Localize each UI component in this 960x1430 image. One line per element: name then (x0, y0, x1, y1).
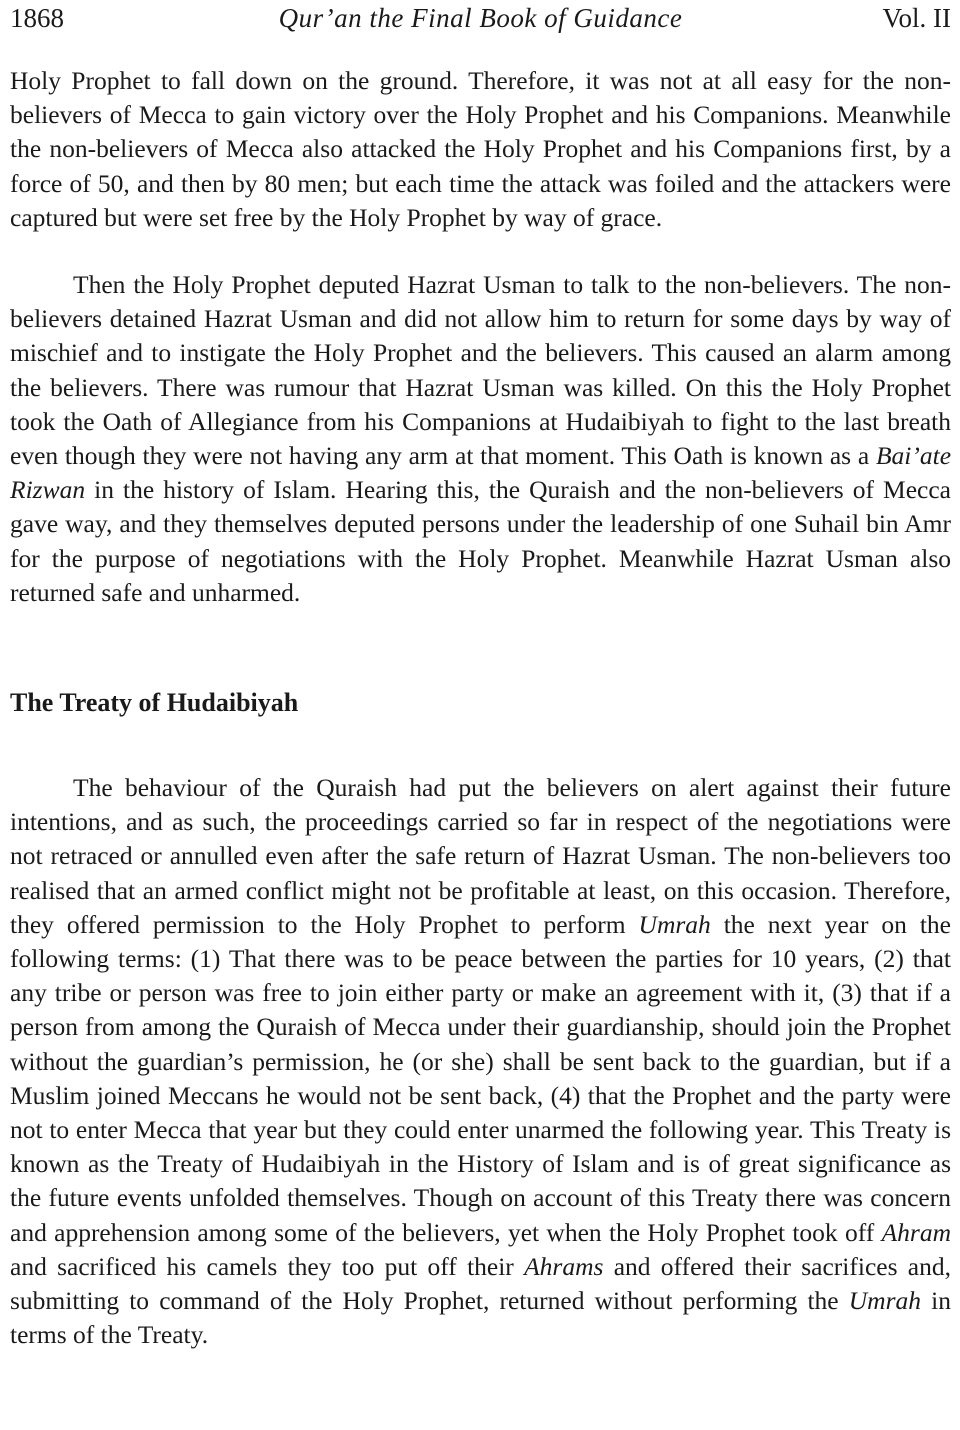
paragraph-3-text-2: the next year on the following terms: (1) That there was to be peace between the parties for 10 years, (2) that any tribe or person was free to join either party or make an agreement with it, (3) that if a person from among the Quraish of Mecca under their guardianship, should join the Prophet without the guardian’s permission, he (or she) shall be sent back to the guardian, but if a Muslim joined Meccans he would not be sent back, (4) that the Prophet and the party were not to enter Mecca that year but they could enter unarmed the following year. This Treaty is known as the Treaty of Hudaibiyah in the History of Islam and is of great significance as the future events unfolded themselves. Though on account of this Treaty there was concern and apprehension among some of the believers, yet when the Holy Prophet took off (10, 909, 951, 1247)
paragraph-3-text-4: and offered their sacrifices and, submitting to command of the Holy Prophet, returned without performing the (10, 1251, 951, 1316)
term-ahrams: Ahrams (524, 1251, 604, 1281)
volume-label: Vol. II (882, 3, 951, 33)
paragraph-3 (10, 771, 951, 1352)
book-page (10, 0, 952, 1350)
paragraph-2-text-1: Then the Holy Prophet deputed Hazrat Usman to talk to the non-believers. The non-believers detained Hazrat Usman and did not allow him to return for some days by way of mischief and to instigate the Holy Prophet and the believers. This caused an alarm among the believers. There was rumour that Hazrat Usman was killed. On this the Holy Prophet took the Oath of Allegiance from his Companions at Hudaibiyah to fight to the last breath even though they were not having any arm at that moment. This Oath is known as a (10, 270, 951, 471)
book-title: Qur’an the Final Book of Guidance (278, 3, 683, 33)
term-umrah: Umrah (638, 909, 711, 939)
paragraph-1: Holy Prophet to fall down on the ground. Therefore, it was not at all easy for the non-believers of Mecca to gain victory over the Holy Prophet and his Companions. Meanwhile the non-believers of Mecca also attacked the Holy Prophet and his Companions first, by a force of 50, and then by 80 men; but each time the attack was foiled and the attackers were captured but were set free by the Holy Prophet by way of grace. (10, 66, 951, 232)
page-number: 1868 (10, 3, 64, 33)
paragraph-2 (10, 268, 951, 610)
term-ahram: Ahram (881, 1217, 951, 1247)
section-heading: The Treaty of Hudaibiyah (10, 688, 299, 717)
term-umrah-2: Umrah (848, 1286, 922, 1316)
paragraph-3-text-1: The behaviour of the Quraish had put the believers on alert against their future intentions, and as such, the proceedings carried so far in respect of the negotiations were not retraced or annulled even after the safe return of Hazrat Usman. The non-believers too realised that an armed conflict might not be profitable at least, on this occasion. Therefore, they offered permission to the Holy Prophet to perform (10, 773, 951, 939)
running-header (10, 0, 951, 40)
paragraph-3-text-3: and sacrificed his camels they too put off their (10, 1251, 514, 1281)
paragraph-3-text-5: in terms of the Treaty. (10, 1286, 952, 1350)
term-bai-ate-rizwan: Bai’ate Rizwan (10, 441, 952, 505)
paragraph-2-text-2: in the history of Islam. Hearing this, the Quraish and the non-believers of Mecca gave way, and they themselves deputed persons under the leadership of one Suhail bin Amr for the purpose of negotiations with the Holy Prophet. Meanwhile Hazrat Usman also returned safe and unharmed. (10, 475, 951, 607)
